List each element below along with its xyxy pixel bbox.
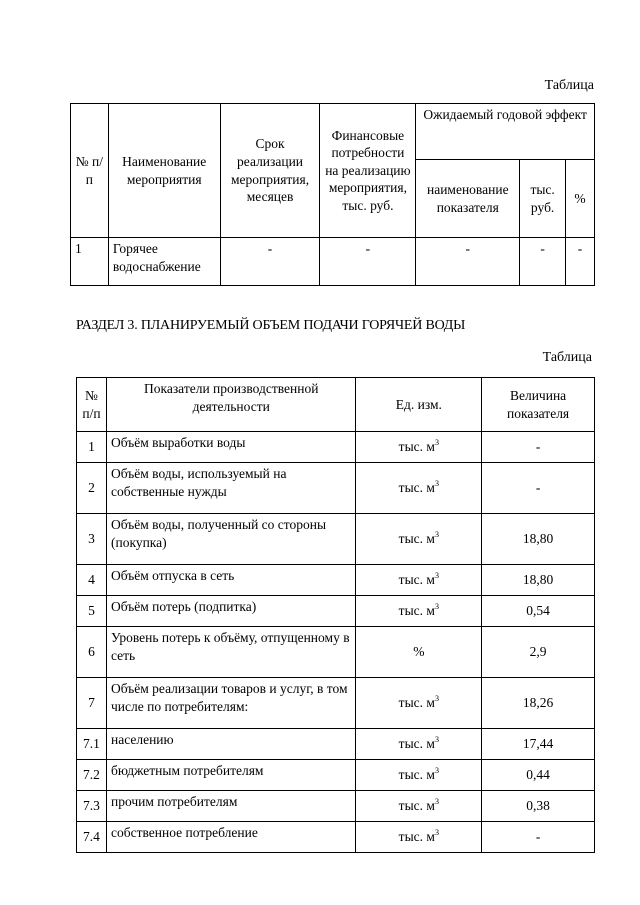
cell-num: 3 [77, 514, 107, 565]
cell-unit [356, 791, 482, 822]
unit-text: тыс. м [398, 603, 435, 619]
cell-unit [356, 565, 482, 596]
header-term: Срок реализации мероприятия, месяцев [220, 104, 320, 238]
unit-exponent: 3 [434, 828, 439, 838]
cell-indicator: Объём реализации товаров и услуг, в том числе по потребителям: [106, 678, 356, 729]
header-value: Величина показателя [482, 378, 595, 432]
cell-unit [356, 760, 482, 791]
cell-indicator: Объём воды, полученный со стороны (покупка) [106, 514, 356, 565]
table-row [77, 627, 595, 678]
table-row [77, 760, 595, 791]
header-finance: Финансовые потребности на реализацию мероприятия, тыс. руб. [320, 104, 416, 238]
header-thousand-rub: тыс. руб. [520, 160, 566, 238]
cell-term: - [220, 238, 320, 286]
cell-unit [356, 678, 482, 729]
cell-measure-name: Горячее водоснабжение [108, 238, 220, 286]
unit-exponent: 3 [434, 694, 439, 704]
cell-unit [356, 596, 482, 627]
cell-unit [356, 729, 482, 760]
cell-value: 18,26 [482, 678, 595, 729]
cell-num: 7.1 [77, 729, 107, 760]
unit-text: тыс. м [398, 439, 435, 455]
table1-caption: Таблица [544, 78, 594, 93]
cell-num: 4 [77, 565, 107, 596]
header-indicator-name: наименование показателя [416, 160, 520, 238]
cell-percent: - [566, 238, 595, 286]
cell-unit [356, 627, 482, 678]
unit-exponent: 3 [434, 438, 439, 448]
table-row [77, 463, 595, 514]
cell-unit [356, 463, 482, 514]
header-measure-name: Наименование мероприятия [108, 104, 220, 238]
table-row [77, 729, 595, 760]
cell-unit [356, 822, 482, 853]
cell-num: 1 [71, 238, 109, 286]
cell-value: 0,44 [482, 760, 595, 791]
cell-indicator: Объём выработки воды [106, 432, 356, 463]
cell-value: - [482, 822, 595, 853]
cell-num: 7.3 [77, 791, 107, 822]
cell-value: 18,80 [482, 565, 595, 596]
cell-finance: - [320, 238, 416, 286]
cell-unit [356, 514, 482, 565]
header-indicator: Показатели производственной деятельности [106, 378, 356, 432]
cell-thousand-rub: - [520, 238, 566, 286]
unit-text: тыс. м [398, 798, 435, 814]
measures-table [70, 103, 595, 286]
unit-text: тыс. м [398, 572, 435, 588]
table-row [77, 565, 595, 596]
unit-text: тыс. м [398, 767, 435, 783]
cell-value: - [482, 432, 595, 463]
header-expected-effect: Ожидаемый годовой эффект [416, 104, 595, 160]
cell-value: 17,44 [482, 729, 595, 760]
table-row [71, 238, 595, 286]
table-row [77, 791, 595, 822]
table-row [77, 678, 595, 729]
cell-num: 7.4 [77, 822, 107, 853]
cell-indicator: собственное потребление [106, 822, 356, 853]
unit-text: тыс. м [398, 829, 435, 845]
cell-num: 6 [77, 627, 107, 678]
unit-text: тыс. м [398, 531, 435, 547]
unit-exponent: 3 [434, 797, 439, 807]
cell-indicator: Уровень потерь к объёму, отпущенному в сеть [106, 627, 356, 678]
unit-exponent: 3 [434, 479, 439, 489]
unit-exponent: 3 [434, 766, 439, 776]
cell-indicator: бюджетным потребителям [106, 760, 356, 791]
table-row [77, 432, 595, 463]
header-num: № п/п [77, 378, 107, 432]
cell-num: 1 [77, 432, 107, 463]
cell-value: 0,54 [482, 596, 595, 627]
cell-num: 7 [77, 678, 107, 729]
header-unit: Ед. изм. [356, 378, 482, 432]
cell-value: 0,38 [482, 791, 595, 822]
header-num: № п/п [71, 104, 109, 238]
cell-num: 5 [77, 596, 107, 627]
hot-water-volume-table [76, 377, 595, 853]
cell-indicator-name: - [416, 238, 520, 286]
unit-exponent: 3 [434, 602, 439, 612]
cell-value: 2,9 [482, 627, 595, 678]
table-row [77, 514, 595, 565]
unit-text: % [413, 644, 425, 660]
unit-exponent: 3 [434, 530, 439, 540]
unit-exponent: 3 [434, 735, 439, 745]
cell-value: 18,80 [482, 514, 595, 565]
cell-indicator: Объём отпуска в сеть [106, 565, 356, 596]
cell-num: 2 [77, 463, 107, 514]
unit-text: тыс. м [398, 695, 435, 711]
unit-text: тыс. м [398, 736, 435, 752]
cell-indicator: Объём потерь (подпитка) [106, 596, 356, 627]
cell-value: - [482, 463, 595, 514]
cell-indicator: населению [106, 729, 356, 760]
cell-indicator: Объём воды, используемый на собственные нужды [106, 463, 356, 514]
section-heading: РАЗДЕЛ 3. ПЛАНИРУЕМЫЙ ОБЪЕМ ПОДАЧИ ГОРЯЧЕЙ ВОДЫ [76, 318, 466, 333]
header-percent: % [566, 160, 595, 238]
table-row [77, 822, 595, 853]
unit-exponent: 3 [434, 571, 439, 581]
cell-indicator: прочим потребителям [106, 791, 356, 822]
cell-unit [356, 432, 482, 463]
cell-num: 7.2 [77, 760, 107, 791]
table-row [77, 596, 595, 627]
unit-text: тыс. м [398, 480, 435, 496]
table2-caption: Таблица [542, 350, 592, 365]
